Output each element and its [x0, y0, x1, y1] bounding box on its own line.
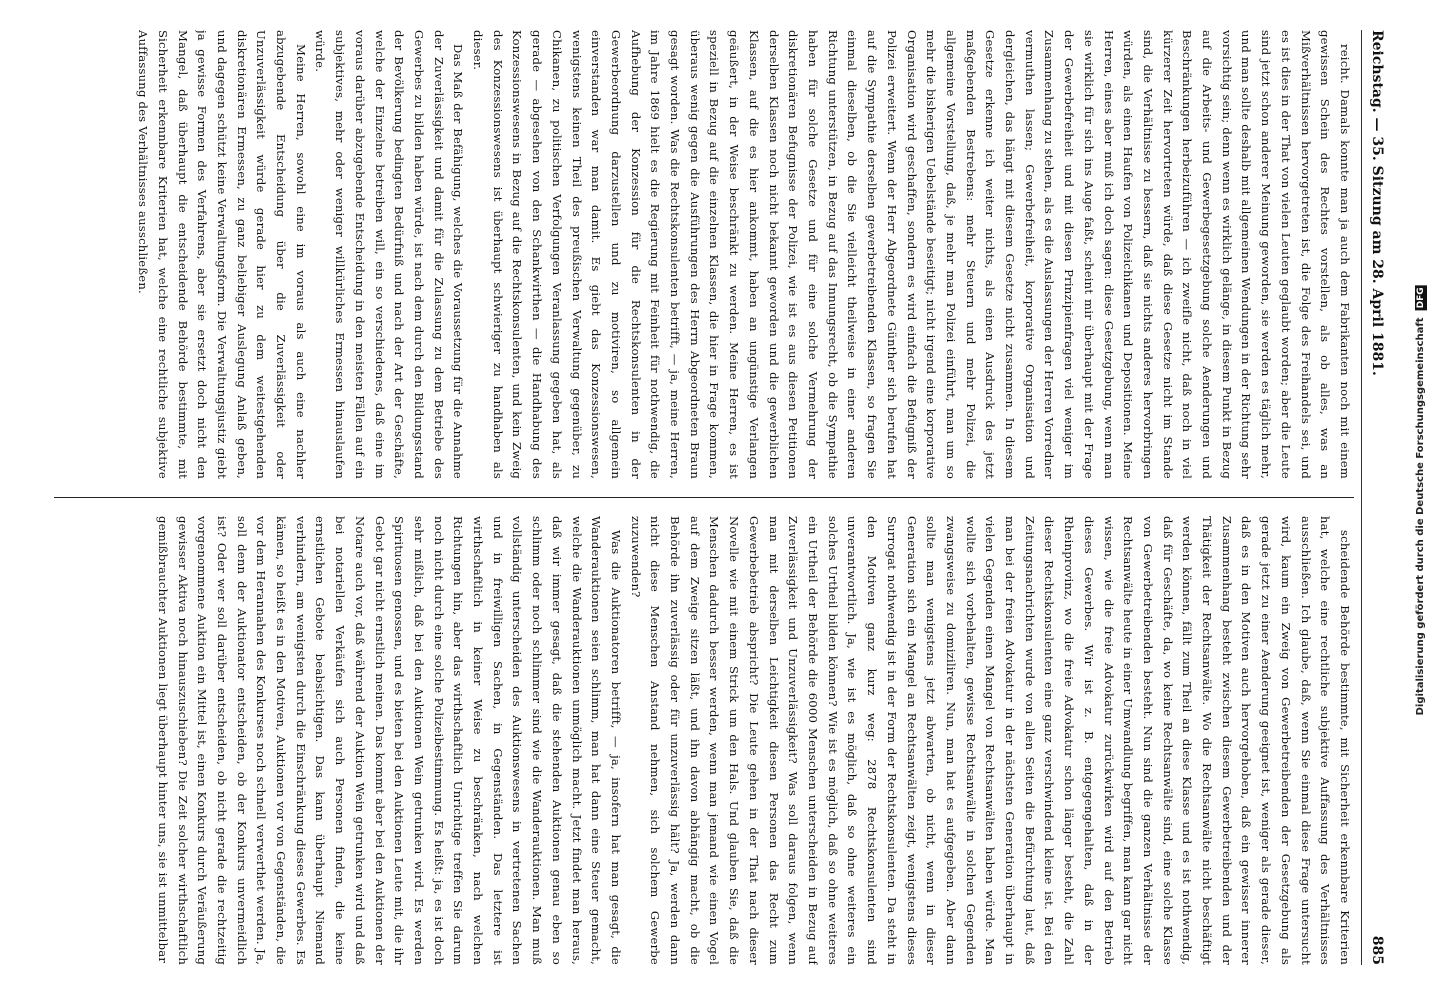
page-header	[1361, 30, 1392, 965]
paragraph: Das Maß der Befähigung, welches die Voraussetzung für die Annahme der Zuverlässigkeit und damit für die Zulassung zu dem Betriebe des Gewerbes zu bilden haben würde, ist nach dem durch den Bildungsstand der Bevölkerung bedingten Bedürfniß und nach der Art der Geschäfte, welche der Einzelne betreiben will, ein so verschiedenes, daß eine im voraus darüber abzugebende Entscheidung in den meisten Fällen auf ein subjektives, mehr oder weniger willkürliches Ermessen hinauslaufen würde.	[313, 30, 466, 479]
column-left	[54, 30, 1354, 479]
dfg-badge: DFG	[1415, 286, 1426, 308]
header-title: Reichstag. — 35. Sitzung am 28. April 1881.	[1369, 30, 1385, 376]
text-columns	[54, 30, 1354, 965]
paragraph: scheidende Behörde bestimmte, mit Sicherheit erkennbare Kriterien hat, welche eine rechtliche subjektive Auffassung des Verhältnisses ausschließen. Ich glaube, daß, wenn Sie einmal diese Frage untersucht wird, kaum ein Zweig von Gewerbetreibenden der Gesetzgebung als gerade jetzt zu einer Aenderung geeignet ist, weniger als gerade dieser, daß es in den Motiven auch hervorgehoben, daß ein gewisser innerer Zusammenhang besteht zwischen diesem Gewerbetreibenden und der Thätigkeit der Rechtsanwälte. Wo die Rechtsanwälte nicht beschäftigt werden können, fällt zum Theil an diese Klasse und es ist nothwendig, daß für Geschäfte, da, wo keine Rechtsanwälte sind, eine solche Klasse von Gewerbetreibenden besteht. Nun sind die ganzen Verhältnisse der Rechtsanwälte heute in einer Umwandlung begriffen, man kann gar nicht wissen, wie die freie Advokatur zurückwirken wird auf den Betrieb dieses Gewerbes. Wir ist z. B. entgegengehalten, daß in der Rheinprovinz, wo die freie Advokatur schon länger besteht, die Zahl dieser Rechtskonsulenten eine ganz verschwindend kleine ist. Bei den Zeitungsnachrichten wurde von allen Seiten die Befürchtung laut, daß man bei der freien Advokatur in der nächsten Generation überhaupt in vielen Gegenden einen Mangel von Rechtsanwälten haben würde. Man wollte sich vorbehalten, gewisse Rechtsanwälte in solchen Gegenden zwangsweise zu domiziliren. Nun, man hat es aufgegeben. Aber dann sollte man wenigstens jetzt abwarten, ob nicht, wenn in dieser Generation sich ein Mangel an Rechtsanwälten zeigt, wenigstens dieses Surrogat nothwendig ist in der Form der Rechtskonsulenten. Da steht in den Motiven ganz kurz weg: 2878 Rechtskonsulenten sind unverantwortlich. Ja, wie ist es möglich, daß so ohne weiteres ein solches Urtheil bilden können? Wie ist es möglich, daß so ohne weiteres ein Urtheil der Behörde die 6000 Menschen unterscheiden in Bezug auf Zuverlässigkeit und Unzuverlässigkeit? Was soll daraus folgen, wenn man mit derselben Leichtigkeit diesen Personen das Recht zum Gewerbebetrieb abspricht? Die Leute gehen in der That nach dieser Novelle wie mit einem Strick um den Hals. Und glauben Sie, daß die Menschen dadurch besser werden, wenn man jemand wie einen Vogel auf dem Zweige sitzen läßt, und ihn davon abhängig macht, ob die Behörde ihn zuverlässig oder für unzuverlässig hält? Ja, werden dann nicht diese Menschen Anstand nehmen, sich solchem Gewerbe zuzuwenden?	[628, 516, 1352, 965]
column-divider	[54, 497, 1354, 498]
paragraph: Was die Auktionatoren betrifft, — ja, insofern hat man gesagt, die Wanderauktionen seien schlimm, man hat dann eine Steuer gemacht, welche die Wanderauktionen unmöglich macht. Jetzt findet man heraus, daß wir immer gesagt, daß die stehenden Auktionen genau eben so schlimm oder noch schlimmer sind wie die Wanderauktionen. Man muß vollständig unterscheiden des Auktionswesens in vertretenen Sachen und in freiwilligen Sachen, in Gegenständen. Das letztere ist wirthschaftlich in keiner Weise zu beschränken, nach welchen Richtungen hin, aber das wirthschaftlich Unrichtige treffen Sie darum noch nicht durch eine solche Polizeibestimmung. Es heißt: ja, es ist doch sehr mißlich, daß bei den Auktionen Wein getrunken wird. Es werden Spirituosen genossen, und es bieten bei den Auktionen Leute mit, die ihr Gebot gar nicht ernstlich meinen. Das kommt aber bei den Auktionen der Notare auch vor, daß während der Auktion Wein getrunken wird und daß bei notariellen Verkäufen sich auch Personen finden, die keine ernstlichen Gebote beabsichtigen. Das kann überhaupt Niemand verhindern, am wenigsten durch die Einschränkung dieses Gewerbes. Es kämen, so heißt es in den Motiven, Auktionen vor von Gegenständen, die vor dem Herannahen des Konkurses noch schnell verwerthet werden. Ja, soll denn der Auktionator entscheiden, ob der Konkurs unvermeidlich ist? Oder wer soll darüber entscheiden, ob nicht gerade die rechtzeitig vorgenommene Auktion ein Mittel ist, einen Konkurs durch Veräußerung gewisser Aktiva noch hinauszuschieben? Die Zeit solcher wirthschaftlich gemißbrauchter Auktionen liegt überhaupt hinter uns, sie ist unmittelbar	[155, 516, 623, 965]
paragraph: reicht. Damals konnte man ja auch dem Fabrikanten noch mit einem gewissen Schein des Rechtes vorstellen, als ob alles, was an Mißverhältnissen hervorgetreten ist, die Folge des Freihandels sei, und es ist dies in der That von vielen Leuten geglaubt worden; aber die Leute sind jetzt schon anderer Meinung geworden, sie werden es täglich mehr, und man sollte deshalb mit allgemeinen Wendungen in der Richtung sehr vorsichtig sein; denn wenn es wirklich gelänge, in diesem Punkt in Bezug auf die Arbeits- und Gewerbegesetzgebung solche Aenderungen und Beschränkungen herbeizuführen — ich zweifle nicht, daß noch in viel kürzerer Zeit hervortreten würde, daß diese Gesetze nicht im Stande sind, die Verhältnisse zu bessern, daß sie nichts anderes hervorbringen würden, als einen Haufen von Polizeichikanen und Depositionen. Meine Herren, eines aber muß ich doch sagen: diese Gesetzgebung, wenn man sie wirklich für sich ins Auge faßt, scheint mir überhaupt mit der Frage der Gewerbefreiheit und mit diesen Prinzipienfragen viel weniger im Zusammenhang zu stehen, als es die Auslassungen der Herren Vorredner vermuthen lassen; Gewerbefreiheit, korporative Organisation und dergleichen, das hängt mit diesem Gesetze nicht zusammen. In diesem Gesetze erkenne ich weiter nichts, als einen Ausdruck des jetzt maßgebenden Bestrebens: mehr Steuern und mehr Polizei, die allgemeine Vorstellung, daß, je mehr man Polizei einführt, man um so mehr die bisherigen Uebelstände beseitigt; nicht irgend eine korporative Organisation wird geschaffen, sondern es wird einfach die Befugniß der Polizei erweitert. Wenn der Herr Abgeordnete Günther sich berufen hat auf die Sympathie derselben gewerbetreibenden Klassen, so fragen Sie einmal dieselben, ob die Sie vielleicht theilweise in einer anderen Richtung unterstützen, in Bezug auf das Innungsrecht, ob die Sympathie haben für solche Gesetze und für eine solche Vermehrung der diskretionären Befugnisse der Polizei, wie ist es aus diesen Petitionen derselben Klassen noch nicht bekannt geworden und die gewerblichen Klassen, auf die es hier ankommt, haben an ungünstige Verlangen geäußert, in der Weise beschränkt zu werden. Meine Herren, es ist speziell in Bezug auf die einzelnen Klassen, die hier in Frage kommen, überaus wenig gegen die Ausführungen des Herrn Abgeordneten Braun gesagt worden. Was die Rechtskonsulenten betrifft, — ja, meine Herren, im Jahre 1869 hielt es die Regierung mit Feinheit für nothwendig, die Aufhebung der Konzession für die Rechtskonsulenten in der Gewerbeordnung darzustellen und zu motiviren, so allgemein einverstanden war man damit. Es giebt das Konzessionswesen, wenigstens keinen Theil des preußischen Verwaltung gegenüber, zu Chikanen, zu politischen Verfolgungen Veranlassung gegeben hat, als gerade — abgesehen von den Schankwirthen — die Handhabung des Konzessionswesens in Bezug auf die Rechtskonsulenten, und kein Zweig des Konzessionswesens ist überhaupt schwieriger zu handhaben als dieser.	[471, 30, 1352, 479]
credit-text: Digitalisierung gefördert durch die Deutsche Forschungsgemeinschaft	[1414, 317, 1426, 716]
digitization-credit	[1412, 20, 1428, 980]
paragraph: Meine Herren, sowohl eine im voraus als auch eine nachher abzugebende Entscheidung über die Zuverlässigkeit oder Unzuverlässigkeit würde gerade hier zu dem weitestgehenden diskretionären Ermessen, zu ganz beliebiger Auslegung Anlaß geben, und dagegen schützt keine Verwaltungsform. Die Verwaltungsjustiz giebt ja gewisse Formen des Verfahrens, aber sie ersetzt doch nicht den Mangel, daß überhaupt die entscheidende Behörde bestimmte, mit Sicherheit erkennbare Kriterien hat, welche eine rechtliche subjektive Auffassung des Verhältnisses ausschließen.	[136, 30, 308, 479]
page-number: 885	[1369, 935, 1385, 965]
column-right	[54, 516, 1354, 965]
